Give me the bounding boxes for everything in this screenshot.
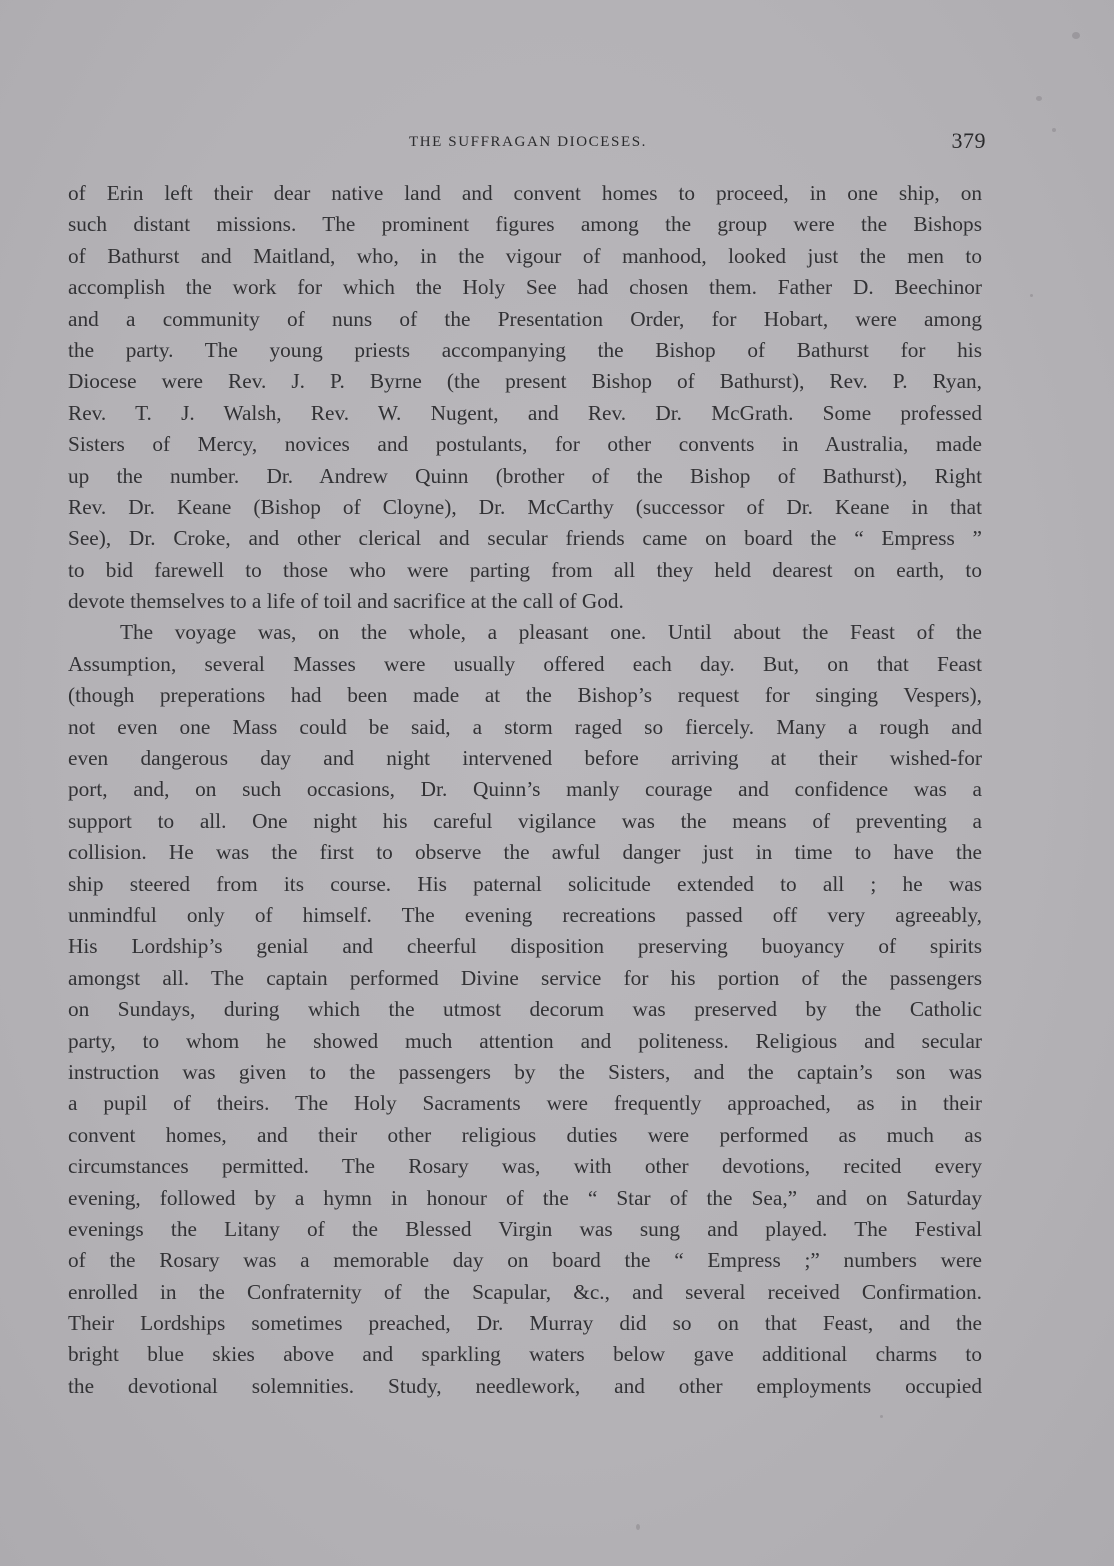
text-line: of Bathurst and Maitland, who, in the vigour of manhood, looked just the men to [68,243,982,268]
page-number: 379 [951,128,986,153]
text-line: His Lordship’s genial and cheerful disposition preserving buoyancy of spirits [68,934,982,959]
text-line: accomplish the work for which the Holy See had chosen them. Father D. Beechinor [68,275,982,300]
text-line: The voyage was, on the whole, a pleasant one. Until about the Feast of the [120,620,982,645]
text-line: Rev. Dr. Keane (Bishop of Cloyne), Dr. McCarthy (successor of Dr. Keane in that [68,494,982,519]
text-line: (though preperations had been made at the Bishop’s request for singing Vespers), [68,683,982,708]
text-line: enrolled in the Confraternity of the Scapular, &c., and several received Confirmation. [68,1279,982,1304]
text-line: and a community of nuns of the Presentation Order, for Hobart, were among [68,306,982,331]
text-line: Rev. T. J. Walsh, Rev. W. Nugent, and Rev. Dr. McGrath. Some professed [68,400,982,425]
text-line: instruction was given to the passengers by the Sisters, and the captain’s son was [68,1059,982,1084]
text-line: unmindful only of himself. The evening recreations passed off very agreeably, [68,902,982,927]
text-line: port, and, on such occasions, Dr. Quinn’s manly courage and confidence was a [68,777,982,802]
text-line: of the Rosary was a memorable day on board the “ Empress ;” numbers were [68,1248,982,1273]
paper-speck [1072,32,1080,39]
text-line: even dangerous day and night intervened before arriving at their wished-for [68,746,982,771]
text-line: Assumption, several Masses were usually offered each day. But, on that Feast [68,651,982,676]
paragraph [68,178,982,617]
text-line: amongst all. The captain performed Divine service for his portion of the passengers [68,965,982,990]
text-line: the devotional solemnities. Study, needlework, and other employments occupied [68,1373,982,1398]
text-line: collision. He was the first to observe the awful danger just in time to have the [68,840,982,865]
body-text [68,178,982,1402]
running-title: THE SUFFRAGAN DIOCESES. [408,134,648,150]
paper-speck [1030,294,1033,297]
text-line: See), Dr. Croke, and other clerical and secular friends came on board the “ Empress ” [68,526,982,551]
text-line: such distant missions. The prominent figures among the group were the Bishops [68,212,982,237]
text-line: evening, followed by a hymn in honour of the “ Star of the Sea,” and on Saturday [68,1185,982,1210]
text-line: not even one Mass could be said, a storm raged so fiercely. Many a rough and [68,714,982,739]
paper-speck [636,1524,640,1530]
text-line: a pupil of theirs. The Holy Sacraments were frequently approached, as in their [68,1091,982,1116]
text-line: Their Lordships sometimes preached, Dr. Murray did so on that Feast, and the [68,1311,982,1336]
text-line: the party. The young priests accompanying the Bishop of Bathurst for his [68,337,982,362]
text-line: on Sundays, during which the utmost decorum was preserved by the Catholic [68,997,982,1022]
text-line: to bid farewell to those who were parting from all they held dearest on earth, to [68,557,982,582]
paragraph [68,617,982,1402]
paper-speck [880,1415,883,1418]
text-line: bright blue skies above and sparkling waters below gave additional charms to [68,1342,982,1367]
running-head [70,128,986,158]
text-line: ship steered from its course. His paternal solicitude extended to all ; he was [68,871,982,896]
paper-speck [1052,128,1056,132]
text-line: Diocese were Rev. J. P. Byrne (the present Bishop of Bathurst), Rev. P. Ryan, [68,369,982,394]
paper-speck [1036,96,1042,101]
text-line: support to all. One night his careful vigilance was the means of preventing a [68,808,982,833]
text-line: party, to whom he showed much attention and politeness. Religious and secular [68,1028,982,1053]
text-line: evenings the Litany of the Blessed Virgin was sung and played. The Festival [68,1216,982,1241]
text-line: Sisters of Mercy, novices and postulants, for other convents in Australia, made [68,432,982,457]
text-line: convent homes, and their other religious duties were performed as much as [68,1122,982,1147]
text-line: up the number. Dr. Andrew Quinn (brother of the Bishop of Bathurst), Right [68,463,982,488]
text-line: of Erin left their dear native land and convent homes to proceed, in one ship, on [68,181,982,205]
text-line: circumstances permitted. The Rosary was, with other devotions, recited every [68,1154,982,1179]
text-line: devote themselves to a life of toil and sacrifice at the call of God. [68,589,624,614]
